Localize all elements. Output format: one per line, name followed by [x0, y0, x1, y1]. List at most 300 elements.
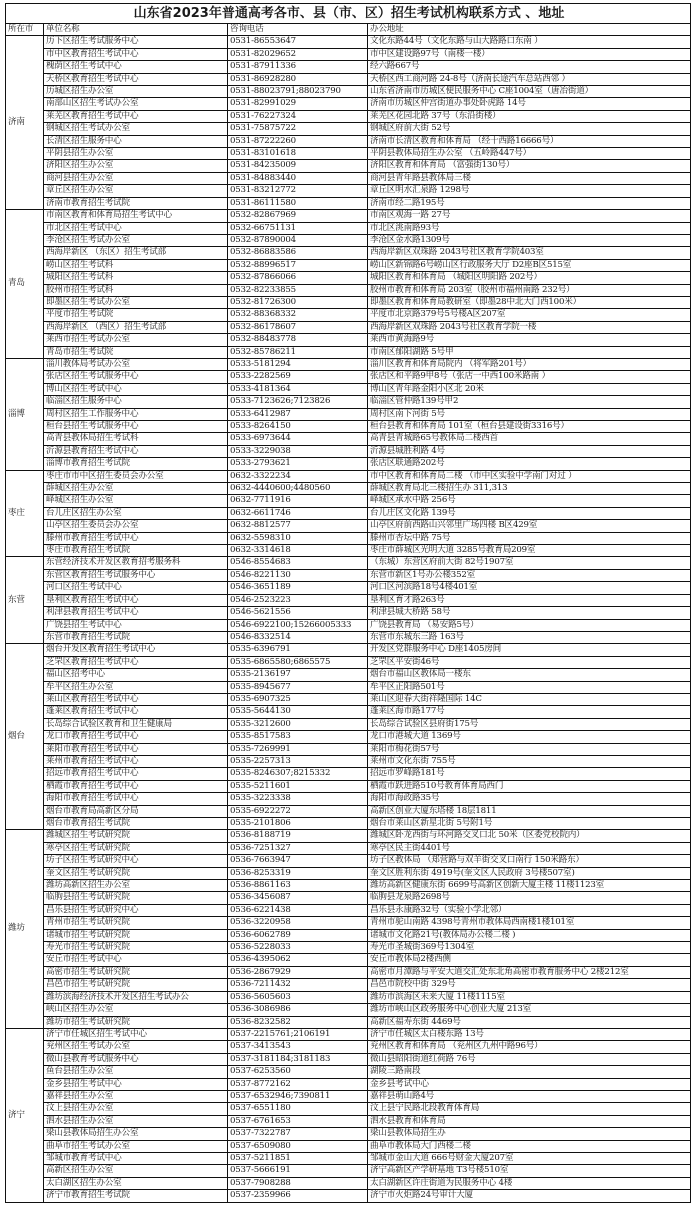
address-cell: 湖陵三路南段 [368, 1066, 691, 1078]
table-row [6, 358, 691, 370]
unit-name-cell: 广饶县招生考试中心 [44, 619, 228, 631]
address-cell: 济宁高新区产学研基地 T3号楼510室 [368, 1165, 691, 1177]
table-row [6, 532, 691, 544]
address-cell: 高新区创业大厦东塔楼 18层1811 [368, 805, 691, 817]
table-row [6, 210, 691, 222]
unit-name-cell: 昌乐县招生考试研究中心 [44, 904, 228, 916]
address-cell: 利津县城大桥路 58号 [368, 607, 691, 619]
phone-cell: 0531-83101618 [228, 148, 368, 160]
table-row [6, 61, 691, 73]
address-cell: 城阳区教育和体育局 （城阳区明阳路 202号） [368, 272, 691, 284]
column-header-address: 办公地址 [368, 24, 691, 36]
address-cell: 章丘区明水汇泉路 1298号 [368, 185, 691, 197]
phone-cell: 0537-8772162 [228, 1078, 368, 1090]
phone-cell: 0536-3456087 [228, 892, 368, 904]
address-cell: 平阴县教体局招生办公室 （五岭路447号） [368, 148, 691, 160]
address-cell: 垦利区育才路263号 [368, 594, 691, 606]
address-cell: 太白湖新区许庄街道为民服务中心 4楼 [368, 1177, 691, 1189]
table-row [6, 1103, 691, 1115]
address-cell: 张店区联通路202号 [368, 458, 691, 470]
unit-name-cell: 奎文区招生考试研究院 [44, 867, 228, 879]
title-row [6, 4, 691, 24]
unit-name-cell: 烟台市教育局高新区分局 [44, 805, 228, 817]
header-row [6, 24, 691, 36]
unit-name-cell: 枣庄市教育招生考试院 [44, 545, 228, 557]
phone-cell: 0632-4440600;4480560 [228, 483, 368, 495]
unit-name-cell: 兖州区招生考试办公室 [44, 1041, 228, 1053]
city-cell: 潍坊 [6, 830, 44, 1029]
table-row [6, 917, 691, 929]
phone-cell: 0531-84883440 [228, 172, 368, 184]
phone-cell: 0537-3181184;3181183 [228, 1053, 368, 1065]
column-header-unit: 单位名称 [44, 24, 228, 36]
phone-cell: 0535-5644130 [228, 706, 368, 718]
phone-cell: 0531-87911336 [228, 61, 368, 73]
address-cell: 莱山区迎春大街祥隆国际 14C [368, 693, 691, 705]
table-row [6, 433, 691, 445]
unit-name-cell: 张店区招生考试服务中心 [44, 371, 228, 383]
phone-cell: 0531-83212772 [228, 185, 368, 197]
address-cell: 山东省济南市历城区便民服务中心 C座1004室（唐冶街道） [368, 86, 691, 98]
phone-cell: 0535-7269991 [228, 743, 368, 755]
phone-cell: 0536-8861163 [228, 880, 368, 892]
address-cell: 莱芜区花园北路 37号（东沿街楼） [368, 110, 691, 122]
address-cell: 张店区和平路9甲8号（张店一中西100米路南 ） [368, 371, 691, 383]
address-cell: 莱西市黄海路9号 [368, 334, 691, 346]
address-cell: 沂源县城胜利路 4号 [368, 445, 691, 457]
table-row [6, 942, 691, 954]
address-cell: 烟台市福山区教体局一楼东 [368, 669, 691, 681]
phone-cell: 0532-88368332 [228, 309, 368, 321]
unit-name-cell: 栖霞市教育招生考试中心 [44, 780, 228, 792]
unit-name-cell: 淄博市教育招生考试院 [44, 458, 228, 470]
phone-cell: 0533-3229038 [228, 445, 368, 457]
address-cell: 潍坊市滨海区未来大厦 11楼1115室 [368, 991, 691, 1003]
unit-name-cell: 安丘市招生考试中心 [44, 954, 228, 966]
table-row [6, 706, 691, 718]
table-row [6, 495, 691, 507]
unit-name-cell: 蓬莱区教育招生考试中心 [44, 706, 228, 718]
unit-name-cell: 金乡县招生考试中心 [44, 1078, 228, 1090]
table-row [6, 1004, 691, 1016]
unit-name-cell: 寒亭区招生考试研究院 [44, 842, 228, 854]
table-row [6, 966, 691, 978]
table-row [6, 557, 691, 569]
phone-cell: 0632-5598310 [228, 532, 368, 544]
unit-name-cell: 李沧区招生考试办公室 [44, 234, 228, 246]
table-row [6, 110, 691, 122]
unit-name-cell: 淄川教体局考试办公室 [44, 358, 228, 370]
table-row [6, 755, 691, 767]
table-row [6, 619, 691, 631]
table-row [6, 1165, 691, 1177]
address-cell: 临淄区管仲路139号甲2 [368, 396, 691, 408]
address-cell: 嘉祥县萌山路4号 [368, 1090, 691, 1102]
unit-name-cell: 长岛综合试验区教育和卫生健康局 [44, 718, 228, 730]
table-row [6, 483, 691, 495]
phone-cell: 0535-5211601 [228, 780, 368, 792]
unit-name-cell: 即墨区招生考试办公室 [44, 296, 228, 308]
unit-name-cell: 南部山区招生考试办公室 [44, 98, 228, 110]
unit-name-cell: 胶州市招生考试科 [44, 284, 228, 296]
unit-name-cell: 天桥区教育招生考试中心 [44, 73, 228, 85]
table-row [6, 904, 691, 916]
phone-cell: 0536-5605603 [228, 991, 368, 1003]
phone-cell: 0533-4181364 [228, 383, 368, 395]
address-cell: 烟台市莱山区新星北街 5号附1号 [368, 818, 691, 830]
unit-name-cell: 曲阜市招生考试办公室 [44, 1140, 228, 1152]
unit-name-cell: 邹城市教育考试中心 [44, 1152, 228, 1164]
phone-cell: 0532-85786211 [228, 346, 368, 358]
phone-cell: 0532-88996517 [228, 259, 368, 271]
phone-cell: 0537-2215761;2106191 [228, 1028, 368, 1040]
unit-name-cell: 城阳区招生考试科 [44, 272, 228, 284]
unit-name-cell: 潍坊高新区招生办公室 [44, 880, 228, 892]
unit-name-cell: 莱阳市教育招生考试中心 [44, 743, 228, 755]
table-row [6, 272, 691, 284]
table-row [6, 545, 691, 557]
address-cell: 淄川区教育和体育局院内 （将军路201号） [368, 358, 691, 370]
address-cell: 潍坊高新区健康东街 6699号高新区创新大厦主楼 11楼1123室 [368, 880, 691, 892]
address-cell: 微山县昭阳街道红荷路 76号 [368, 1053, 691, 1065]
phone-cell: 0535-2101806 [228, 818, 368, 830]
unit-name-cell: 烟台市教育招生考试院 [44, 818, 228, 830]
phone-cell: 0632-6611746 [228, 507, 368, 519]
unit-name-cell: 河口区招生考试中心 [44, 582, 228, 594]
table-row [6, 656, 691, 668]
unit-name-cell: 坊子区招生考试研究中心 [44, 855, 228, 867]
table-row [6, 520, 691, 532]
table-row [6, 1041, 691, 1053]
phone-cell: 0537-7908288 [228, 1177, 368, 1189]
address-cell: 商河县青年路县教体局三楼 [368, 172, 691, 184]
table-row [6, 458, 691, 470]
address-cell: 东营市东城东三路 163号 [368, 631, 691, 643]
phone-cell: 0546-2523223 [228, 594, 368, 606]
phone-cell: 0532-82233855 [228, 284, 368, 296]
address-cell: 龙口市港城大道 1369号 [368, 731, 691, 743]
unit-name-cell: 青岛市招生考试院 [44, 346, 228, 358]
phone-cell: 0535-2136197 [228, 669, 368, 681]
phone-cell: 0531-82029652 [228, 48, 368, 60]
city-cell: 东营 [6, 557, 44, 644]
address-cell: 东营市新区1号办公楼352室 [368, 569, 691, 581]
city-cell: 烟台 [6, 644, 44, 830]
address-cell: 博山区青年路金阳小区北 20米 [368, 383, 691, 395]
table-row [6, 172, 691, 184]
table-body [6, 36, 691, 1202]
table-row [6, 867, 691, 879]
address-cell: 市北区洮南路93号 [368, 222, 691, 234]
table-row [6, 768, 691, 780]
phone-cell: 0535-6922272 [228, 805, 368, 817]
phone-cell: 0535-6907325 [228, 693, 368, 705]
table-row [6, 669, 691, 681]
phone-cell: 0537-5666191 [228, 1165, 368, 1177]
unit-name-cell: 东营市教育招生考试院 [44, 631, 228, 643]
phone-cell: 0536-7251327 [228, 842, 368, 854]
phone-cell: 0537-6253560 [228, 1066, 368, 1078]
table-row [6, 408, 691, 420]
city-cell: 青岛 [6, 210, 44, 359]
unit-name-cell: 西海岸新区 （西区）招生考试部 [44, 321, 228, 333]
unit-name-cell: 桓台县招生考试服务中心 [44, 421, 228, 433]
table-row [6, 507, 691, 519]
address-cell: 梁山县教体局招生办 [368, 1128, 691, 1140]
phone-cell: 0535-6396791 [228, 644, 368, 656]
address-cell: 牟平区正阳路501号 [368, 681, 691, 693]
table-row [6, 135, 691, 147]
unit-name-cell: 沂源县教育招生考试中心 [44, 445, 228, 457]
phone-cell: 0532-82867969 [228, 210, 368, 222]
phone-cell: 0537-7322787 [228, 1128, 368, 1140]
address-cell: 开发区党群服务中心 D座1405房间 [368, 644, 691, 656]
phone-cell: 0546-3651189 [228, 582, 368, 594]
unit-name-cell: 济宁市教育招生考试院 [44, 1190, 228, 1202]
table-row [6, 73, 691, 85]
city-cell: 枣庄 [6, 470, 44, 557]
table-row [6, 1028, 691, 1040]
table-row [6, 1016, 691, 1028]
phone-cell: 0531-86928280 [228, 73, 368, 85]
phone-cell: 0536-4395062 [228, 954, 368, 966]
table-row [6, 1066, 691, 1078]
address-cell: 济宁市火炬路24号审计大厦 [368, 1190, 691, 1202]
unit-name-cell: 槐荫区招生考试中心 [44, 61, 228, 73]
address-cell: 长岛综合试验区县府街175号 [368, 718, 691, 730]
address-cell: 台儿庄区文化路 139号 [368, 507, 691, 519]
unit-name-cell: 枣庄市市中区招生委员会办公室 [44, 470, 228, 482]
unit-name-cell: 长清区招生服务中心 [44, 135, 228, 147]
unit-name-cell: 高青县教体局招生考试科 [44, 433, 228, 445]
address-cell: 枣庄市薛城区光明大道 3285号教育局209室 [368, 545, 691, 557]
address-cell: 坊子区教体局 （郑营路与双羊街交叉口南行 150米路东） [368, 855, 691, 867]
table-row [6, 681, 691, 693]
table-row [6, 470, 691, 482]
table-row [6, 234, 691, 246]
unit-name-cell: 历下区招生考试服务中心 [44, 36, 228, 48]
phone-cell: 0532-88483778 [228, 334, 368, 346]
address-cell: 潍城区卧龙西街与环河路交叉口北 50米（区委党校院内） [368, 830, 691, 842]
phone-cell: 0536-7663947 [228, 855, 368, 867]
unit-name-cell: 利津县教育招生考试中心 [44, 607, 228, 619]
table-row [6, 421, 691, 433]
table-row [6, 1140, 691, 1152]
address-cell: 经六路667号 [368, 61, 691, 73]
unit-name-cell: 嘉祥县招生办公室 [44, 1090, 228, 1102]
phone-cell: 0536-6062789 [228, 929, 368, 941]
address-cell: 蓬莱区海市路177号 [368, 706, 691, 718]
contact-table [5, 3, 691, 1203]
phone-cell: 0531-87222260 [228, 135, 368, 147]
city-cell: 济南 [6, 36, 44, 210]
table-row [6, 1090, 691, 1102]
address-cell: 高密市月潭路与平安大道交汇处东北角高密市教育服务中心 2楼212室 [368, 966, 691, 978]
unit-name-cell: 诸城市招生考试研究院 [44, 929, 228, 941]
table-row [6, 991, 691, 1003]
table-row [6, 644, 691, 656]
table-row [6, 1115, 691, 1127]
address-cell: 滕州市杏坛中路 75号 [368, 532, 691, 544]
phone-cell: 0531-84235009 [228, 160, 368, 172]
unit-name-cell: 莱州市教育招生考试中心 [44, 755, 228, 767]
table-row [6, 582, 691, 594]
address-cell: 寿光市圣城街369号1304室 [368, 942, 691, 954]
phone-cell: 0532-87866066 [228, 272, 368, 284]
unit-name-cell: 东营经济技术开发区教育招考服务科 [44, 557, 228, 569]
page-title: 山东省2023年普通高考各市、县（市、区）招生考试机构联系方式 、地址 [6, 4, 691, 24]
unit-name-cell: 山亭区招生委员会办公室 [44, 520, 228, 532]
unit-name-cell: 临淄区招生服务中心 [44, 396, 228, 408]
address-cell: 招远市罗峰路181号 [368, 768, 691, 780]
table-row [6, 607, 691, 619]
unit-name-cell: 周村区招生工作服务中心 [44, 408, 228, 420]
address-cell: 广饶县教育局 （易安路5号） [368, 619, 691, 631]
phone-cell: 0546-8332514 [228, 631, 368, 643]
unit-name-cell: 鱼台县招生办公室 [44, 1066, 228, 1078]
address-cell: 邹城市金山大道 666号财金大厦207室 [368, 1152, 691, 1164]
table-row [6, 1177, 691, 1189]
address-cell: 山亭区府前西路山兴邻里广场四楼 B区429室 [368, 520, 691, 532]
city-cell: 济宁 [6, 1028, 44, 1202]
table-row [6, 197, 691, 209]
phone-cell: 0537-6761653 [228, 1115, 368, 1127]
unit-name-cell: 潍坊市招生考试研究院 [44, 1016, 228, 1028]
unit-name-cell: 高密市招生考试研究院 [44, 966, 228, 978]
table-row [6, 445, 691, 457]
unit-name-cell: 济南市教育招生考试院 [44, 197, 228, 209]
table-row [6, 818, 691, 830]
table-row [6, 309, 691, 321]
unit-name-cell: 寿光市招生考试研究院 [44, 942, 228, 954]
table-row [6, 222, 691, 234]
table-row [6, 383, 691, 395]
unit-name-cell: 高新区招生办公室 [44, 1165, 228, 1177]
phone-cell: 0536-8253319 [228, 867, 368, 879]
address-cell: 栖霞市跃进路510号教育体育局西门 [368, 780, 691, 792]
address-cell: 桓台县教育和体育局 101室（桓台县建设街3316号） [368, 421, 691, 433]
table-row [6, 1190, 691, 1202]
unit-name-cell: 招远市教育招生考试中心 [44, 768, 228, 780]
address-cell: 青州市驼山南路 4398号青州市教体局西南楼1楼101室 [368, 917, 691, 929]
unit-name-cell: 崂山区招生考试科 [44, 259, 228, 271]
phone-cell: 0533-2282569 [228, 371, 368, 383]
unit-name-cell: 芝罘区教育招生考试中心 [44, 656, 228, 668]
table-row [6, 693, 691, 705]
table-row [6, 98, 691, 110]
phone-cell: 0546-8554683 [228, 557, 368, 569]
address-cell: 胶州市教育和体育局 203室（胶州市福州南路 232号） [368, 284, 691, 296]
phone-cell: 0535-8246307;8215332 [228, 768, 368, 780]
unit-name-cell: 东营区教育招生考试服务中心 [44, 569, 228, 581]
address-cell: 西海岸新区双珠路 2043号社区教育学院一楼 [368, 321, 691, 333]
phone-cell: 0537-3413543 [228, 1041, 368, 1053]
table-row [6, 805, 691, 817]
phone-cell: 0632-3314618 [228, 545, 368, 557]
phone-cell: 0535-6865580;6865575 [228, 656, 368, 668]
address-cell: 寒亭区民主街4401号 [368, 842, 691, 854]
address-cell: 昌乐县永康路32号（实验小学北邻） [368, 904, 691, 916]
table-row [6, 793, 691, 805]
address-cell: 崂山区新锦路6号崂山区行政服务大厅 D2座B区515室 [368, 259, 691, 271]
address-cell: 诸城市文化路21号(教体局办公楼二楼 ) [368, 929, 691, 941]
phone-cell: 0536-8232582 [228, 1016, 368, 1028]
phone-cell: 0535-3223338 [228, 793, 368, 805]
table-row [6, 569, 691, 581]
table-row [6, 830, 691, 842]
unit-name-cell: 牟平区招生办公室 [44, 681, 228, 693]
unit-name-cell: 薛城区招生办公室 [44, 483, 228, 495]
address-cell: 海阳市海政路35号 [368, 793, 691, 805]
phone-cell: 0537-6551180 [228, 1103, 368, 1115]
phone-cell: 0532-86178607 [228, 321, 368, 333]
phone-cell: 0533-6412987 [228, 408, 368, 420]
unit-name-cell: 昌邑市招生考试研究院 [44, 979, 228, 991]
address-cell: 峄城区承水中路 256号 [368, 495, 691, 507]
address-cell: 钢城区府前大街 52号 [368, 123, 691, 135]
phone-cell: 0536-3086986 [228, 1004, 368, 1016]
address-cell: 济南市长清区教育和体育局 （经十西路16666号） [368, 135, 691, 147]
unit-name-cell: 商河县招生办公室 [44, 172, 228, 184]
address-cell: 市南区郁阳湖路 5号甲 [368, 346, 691, 358]
table-row [6, 1152, 691, 1164]
address-cell: 平度市北京路379号5号楼A区207室 [368, 309, 691, 321]
table-row [6, 594, 691, 606]
table-row [6, 1078, 691, 1090]
address-cell: 汶上县宁民路北段教育体育局 [368, 1103, 691, 1115]
phone-cell: 0632-3322234 [228, 470, 368, 482]
address-cell: 高青县青城路65号教体局二楼西首 [368, 433, 691, 445]
address-cell: 济南市经二路195号 [368, 197, 691, 209]
unit-name-cell: 临朐县招生考试研究院 [44, 892, 228, 904]
phone-cell: 0532-87890004 [228, 234, 368, 246]
phone-cell: 0531-82991029 [228, 98, 368, 110]
phone-cell: 0535-3212600 [228, 718, 368, 730]
phone-cell: 0535-8945677 [228, 681, 368, 693]
address-cell: 西海岸新区双珠路 2043号社区教育学院403室 [368, 247, 691, 259]
phone-cell: 0537-6532946;7390811 [228, 1090, 368, 1102]
unit-name-cell: 平阴县招生办公室 [44, 148, 228, 160]
address-cell: 莱州市文化东街 755号 [368, 755, 691, 767]
address-cell: 金乡县考试中心 [368, 1078, 691, 1090]
phone-cell: 0632-8812577 [228, 520, 368, 532]
unit-name-cell: 西海岸新区 （东区）招生考试部 [44, 247, 228, 259]
unit-name-cell: 台儿庄区招生办公室 [44, 507, 228, 519]
unit-name-cell: 历城区招生办公室 [44, 86, 228, 98]
phone-cell: 0536-6221438 [228, 904, 368, 916]
unit-name-cell: 钢城区招生考试办公室 [44, 123, 228, 135]
address-cell: 即墨区教育和体育局教研室（即墨28中北大门西100米） [368, 296, 691, 308]
phone-cell: 0537-6509080 [228, 1140, 368, 1152]
address-cell: 奎文区胜利东街 4919号(奎文区人民政府 3号楼507室) [368, 867, 691, 879]
unit-name-cell: 市北区招生考试中心 [44, 222, 228, 234]
unit-name-cell: 市中区教育招生考试中心 [44, 48, 228, 60]
phone-cell: 0536-3220958 [228, 917, 368, 929]
phone-cell: 0531-75875722 [228, 123, 368, 135]
unit-name-cell: 海阳市教育招生考试中心 [44, 793, 228, 805]
unit-name-cell: 潍坊滨海经济技术开发区招生考试办公 [44, 991, 228, 1003]
table-row [6, 371, 691, 383]
phone-cell: 0537-5211851 [228, 1152, 368, 1164]
unit-name-cell: 微山县教育考试服务中心 [44, 1053, 228, 1065]
address-cell: 芝罘区平安街46号 [368, 656, 691, 668]
phone-cell: 0532-66751131 [228, 222, 368, 234]
phone-cell: 0533-7123626;7123826 [228, 396, 368, 408]
unit-name-cell: 博山区招生考试中心 [44, 383, 228, 395]
phone-cell: 0632-7711916 [228, 495, 368, 507]
city-cell: 淄博 [6, 358, 44, 470]
address-cell: 安丘市教体局2楼西侧 [368, 954, 691, 966]
